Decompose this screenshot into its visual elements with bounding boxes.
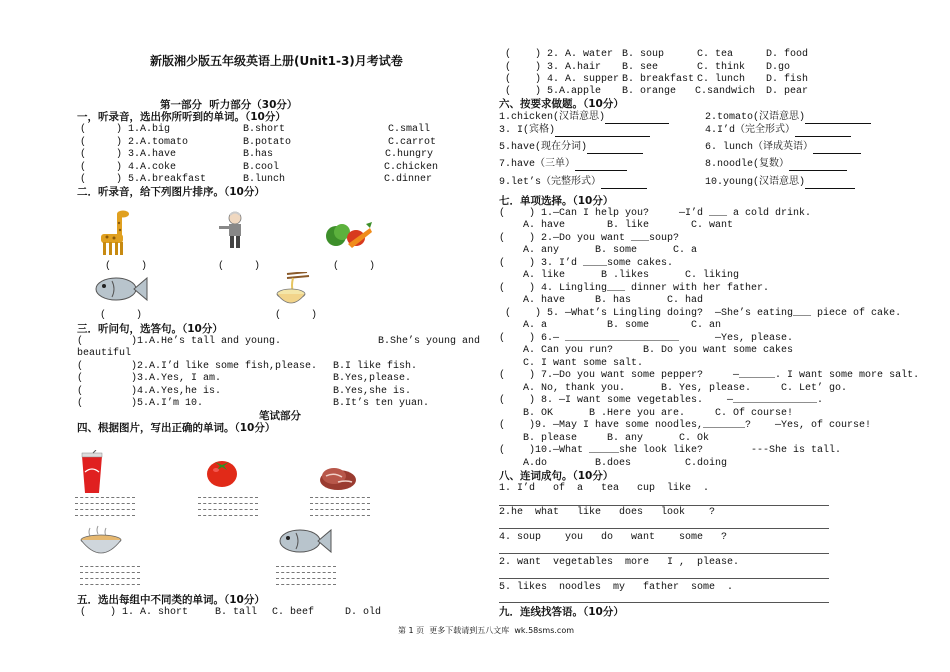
question-row: ( )4.A.Yes,he is. — [77, 386, 222, 397]
answer-line[interactable] — [198, 515, 258, 516]
question-number: ( ) 3. A.hair — [505, 62, 602, 73]
question-number: ( ) 4.A.coke — [80, 162, 177, 173]
answer-line[interactable] — [276, 584, 336, 585]
answer-blank[interactable] — [605, 113, 669, 124]
option-c: C.chicken — [384, 162, 439, 173]
answer-line[interactable] — [499, 602, 829, 603]
answer-line[interactable] — [499, 553, 829, 554]
mc-line: A. a B. some C. an — [499, 320, 722, 331]
option-c: C.carrot — [388, 137, 437, 148]
answer-blank[interactable] — [575, 160, 627, 171]
meat-image — [318, 462, 358, 492]
answer-blank[interactable] — [789, 160, 847, 171]
page-title: 新版湘少版五年级英语上册(Unit1-3)月考试卷 — [150, 54, 403, 68]
order-blank[interactable]: ( ) — [218, 261, 261, 272]
task-item: 4.I’d（完全形式） — [705, 125, 851, 137]
mc-line: A. like B .likes C. liking — [499, 270, 740, 281]
answer-line[interactable] — [198, 509, 258, 510]
task-item: 7.have（三单） — [499, 159, 627, 171]
option-c: C.hungry — [385, 149, 434, 160]
sentence-words: 5. likes noodles my father some . — [499, 582, 734, 593]
order-blank[interactable]: ( ) — [100, 310, 143, 321]
section-7-heading: 七．单项选择。（10分） — [499, 195, 614, 207]
answer-line[interactable] — [276, 566, 336, 567]
option-b: B.has — [243, 149, 274, 160]
answer-line[interactable] — [80, 572, 140, 573]
task-item: 9.let’s（完整形式） — [499, 177, 647, 189]
order-blank[interactable]: ( ) — [105, 261, 148, 272]
answer-line[interactable] — [310, 509, 370, 510]
soup-image — [78, 524, 124, 560]
option-b: B.Yes,please. — [333, 373, 412, 384]
answer-line[interactable] — [80, 578, 140, 579]
part-one-heading: 第一部分 听力部分（30分） — [160, 99, 298, 111]
task-item: 3. I(宾格) — [499, 125, 650, 137]
sentence-words: 2. want vegetables more I , please. — [499, 557, 740, 568]
answer-line[interactable] — [499, 578, 829, 579]
coke-image — [80, 450, 104, 494]
answer-line[interactable] — [276, 578, 336, 579]
option-c: C.dinner — [384, 174, 433, 185]
option-c: C. beef — [272, 607, 315, 618]
mc-line: A. have B. has C. had — [499, 295, 704, 306]
mc-line: ( ) 8. —I want some vegetables. —______________. — [499, 395, 824, 406]
option-d: D.go — [766, 62, 791, 73]
answer-line[interactable] — [310, 515, 370, 516]
mc-line: ( ) 2.—Do you want ___soup? — [499, 233, 680, 244]
question-number: ( ) 1. A. short — [80, 607, 189, 618]
answer-line[interactable] — [80, 566, 140, 567]
fish-image — [92, 272, 148, 306]
question-number: ( ) 4. A. supper — [505, 74, 620, 85]
answer-line[interactable] — [499, 528, 829, 529]
question-number: ( ) 3.A.have — [80, 149, 177, 160]
section-8-heading: 八、连词成句。（10分） — [499, 470, 614, 482]
section-6-heading: 六、按要求做题。（10分） — [499, 98, 624, 110]
noodles-image — [273, 272, 313, 308]
answer-blank[interactable] — [601, 178, 647, 189]
option-d: D. pear — [766, 86, 809, 97]
question-row: ( )5.A.I’m 10. — [77, 398, 204, 409]
answer-line[interactable] — [310, 497, 370, 498]
answer-line[interactable] — [75, 515, 135, 516]
question-number: ( ) 1.A.big — [80, 124, 171, 135]
question-number: ( ) 5.A.apple — [505, 86, 602, 97]
answer-line[interactable] — [499, 505, 829, 506]
section-3-heading: 三．听问句，选答句。（10分） — [77, 323, 223, 335]
task-item: 5.have(现在分词) — [499, 142, 643, 154]
answer-blank[interactable] — [805, 113, 871, 124]
answer-line[interactable] — [75, 509, 135, 510]
option-b: B.Yes,she is. — [333, 386, 412, 397]
answer-line[interactable] — [198, 497, 258, 498]
mc-line: ( ) 6.— ___________________ —Yes, please. — [499, 333, 794, 344]
mc-line: ( )9. —May I have some noodles,_______? —Yes, of course! — [499, 420, 872, 431]
vegetables-image — [322, 214, 374, 254]
sentence-words: 4. soup you do want some ? — [499, 532, 728, 543]
option-c: C.small — [388, 124, 431, 135]
mc-line: A. No, thank you. B. Yes, please. C. Let’ go. — [499, 383, 848, 394]
option-b: B. tall — [215, 607, 258, 618]
task-item: 1.chicken(汉语意思) — [499, 112, 669, 124]
fish-image — [276, 524, 332, 558]
sentence-words: 2.he what like does look ? — [499, 507, 716, 518]
task-item: 6. lunch（译成英语） — [705, 142, 861, 154]
option-d: D. old — [345, 607, 382, 618]
answer-line[interactable] — [276, 572, 336, 573]
section-5-heading: 五．选出每组中不同类的单词。（10分） — [77, 594, 265, 606]
option-b: B. soup — [622, 49, 665, 60]
answer-line[interactable] — [310, 503, 370, 504]
option-b: B.potato — [243, 137, 292, 148]
answer-blank[interactable] — [795, 126, 851, 137]
mc-line: ( ) 5. —What’s Lingling doing? —She’s eating___ piece of cake. — [499, 308, 902, 319]
page-footer: 第 1 页 更多下载请到五八文库 wk.58sms.com — [398, 626, 575, 635]
mc-line: ( ) 7.—Do you want some pepper? —______. I want some more salt. — [499, 370, 920, 381]
answer-blank[interactable] — [555, 126, 650, 137]
order-blank[interactable]: ( ) — [333, 261, 376, 272]
mc-line: ( ) 4. Lingling___ dinner with her father. — [499, 283, 770, 294]
mc-line: A.do B.does C.doing — [499, 458, 728, 469]
mc-line: ( )10.—What _____she look like? ---She is tall. — [499, 445, 842, 456]
option-c: C. think — [697, 62, 746, 73]
option-b: B.short — [243, 124, 286, 135]
section-1-heading: 一，听录音，选出你所听到的单词。（10分） — [77, 111, 286, 123]
option-d: D. fish — [766, 74, 809, 85]
answer-blank[interactable] — [813, 143, 861, 154]
option-b: B. orange — [622, 86, 677, 97]
answer-line[interactable] — [198, 503, 258, 504]
answer-line[interactable] — [75, 503, 135, 504]
section-4-heading: 四、根据图片，写出正确的单词。（10分） — [77, 422, 276, 434]
option-c: C.sandwich — [695, 86, 756, 97]
mc-line: B. OK B .Here you are. C. Of course! — [499, 408, 794, 419]
mc-line: A. any B. some C. a — [499, 245, 698, 256]
option-b: B.I like fish. — [333, 361, 418, 372]
answer-line[interactable] — [80, 584, 140, 585]
option-b: B.cool — [243, 162, 280, 173]
mc-line: C. I want some salt. — [499, 358, 644, 369]
giraffe-image — [93, 208, 135, 256]
question-row: ( )2.A.I’d like some fish,please. — [77, 361, 318, 372]
option-b: B. breakfast — [622, 74, 695, 85]
section-9-heading: 九．连线找答语。（10分） — [499, 606, 624, 618]
option-b: B. see — [622, 62, 659, 73]
mc-line: ( ) 1.—Can I help you? —I’d ___ a cold drink. — [499, 208, 812, 219]
answer-blank[interactable] — [805, 178, 855, 189]
option-d: D. food — [766, 49, 809, 60]
question-row-cont: beautiful — [77, 348, 132, 359]
question-number: ( ) 5.A.breakfast — [80, 174, 207, 185]
tomato-image — [205, 456, 239, 488]
task-item: 10.young(汉语意思) — [705, 177, 855, 189]
order-blank[interactable]: ( ) — [275, 310, 318, 321]
option-b: B.It’s ten yuan. — [333, 398, 430, 409]
option-c: C. lunch — [697, 74, 746, 85]
mc-line: B. please B. any C. Ok — [499, 433, 710, 444]
section-2-heading: 二．听录音，给下列图片排序。（10分） — [77, 186, 265, 198]
written-part-heading: 笔试部分 — [259, 410, 301, 422]
option-b: B.She’s young and — [378, 336, 481, 347]
mc-line: A. have B. like C. want — [499, 220, 734, 231]
option-c: C. tea — [697, 49, 734, 60]
question-number: ( ) 2. A. water — [505, 49, 614, 60]
task-item: 2.tomato(汉语意思) — [705, 112, 871, 124]
answer-line[interactable] — [75, 497, 135, 498]
option-b: B.lunch — [243, 174, 286, 185]
mc-line: A. Can you run? B. Do you want some cakes — [499, 345, 794, 356]
sentence-words: 1. I’d of a tea cup like . — [499, 483, 710, 494]
answer-blank[interactable] — [587, 143, 643, 154]
question-number: ( ) 2.A.tomato — [80, 137, 189, 148]
mc-line: ( ) 3. I’d ____some cakes. — [499, 258, 674, 269]
old-man-image — [213, 210, 253, 250]
question-row: ( )3.A.Yes, I am. — [77, 373, 222, 384]
task-item: 8.noodle(复数） — [705, 159, 847, 171]
question-row: ( )1.A.He’s tall and young. — [77, 336, 282, 347]
